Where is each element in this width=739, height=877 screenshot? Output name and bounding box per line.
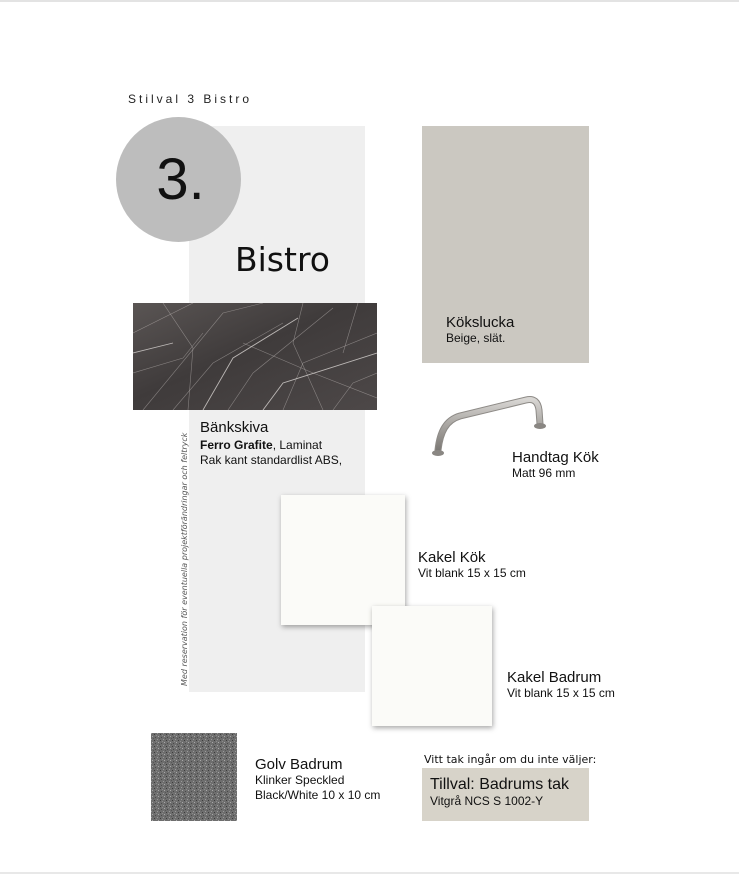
page-header: Stilval 3 Bistro <box>128 92 253 106</box>
kitchen-door-desc: Beige, slät. <box>446 331 506 345</box>
kitchen-tile-label <box>418 549 526 581</box>
speckle-texture <box>151 733 237 821</box>
bath-floor-title: Golv Badrum <box>255 756 343 773</box>
ceiling-option-desc: Vitgrå NCS S 1002-Y <box>430 794 544 808</box>
reservation-note <box>180 432 190 686</box>
style-title: Bistro <box>235 240 330 279</box>
bath-tile-swatch <box>372 606 492 726</box>
kitchen-tile-title: Kakel Kök <box>418 549 486 566</box>
bath-floor-label <box>255 756 380 803</box>
reservation-text: Med reservation för eventuella projektförändringar och feltryck <box>180 432 189 686</box>
bottom-divider <box>0 872 739 874</box>
handle-label <box>512 449 599 481</box>
bath-tile-desc: Vit blank 15 x 15 cm <box>507 686 615 700</box>
bath-tile-label <box>507 669 615 701</box>
bath-floor-desc-2: Black/White 10 x 10 cm <box>255 788 381 802</box>
kitchen-door-label <box>446 314 514 346</box>
style-number-badge <box>116 117 241 242</box>
top-divider <box>0 0 739 2</box>
countertop-label <box>200 419 342 468</box>
countertop-material-name: Ferro Grafite <box>200 438 273 452</box>
bath-tile-title: Kakel Badrum <box>507 669 602 686</box>
countertop-material-type: , Laminat <box>272 438 323 452</box>
bath-floor-swatch <box>151 733 237 821</box>
bath-floor-desc-1: Klinker Speckled <box>255 773 345 787</box>
handle-title: Handtag Kök <box>512 449 599 466</box>
countertop-edge: Rak kant standardlist ABS, <box>200 453 343 467</box>
kitchen-tile-desc: Vit blank 15 x 15 cm <box>418 566 526 580</box>
handle-desc: Matt 96 mm <box>512 466 576 480</box>
style-number: 3. <box>156 147 205 212</box>
countertop-material <box>200 438 342 453</box>
ceiling-note: Vitt tak ingår om du inte väljer: <box>424 753 597 766</box>
ceiling-option-box <box>422 768 589 821</box>
kitchen-door-title: Kökslucka <box>446 314 515 331</box>
ceiling-option-title: Tillval: Badrums tak <box>430 776 569 793</box>
marble-texture <box>133 303 377 410</box>
countertop-swatch <box>133 303 377 410</box>
countertop-title: Bänkskiva <box>200 419 269 436</box>
